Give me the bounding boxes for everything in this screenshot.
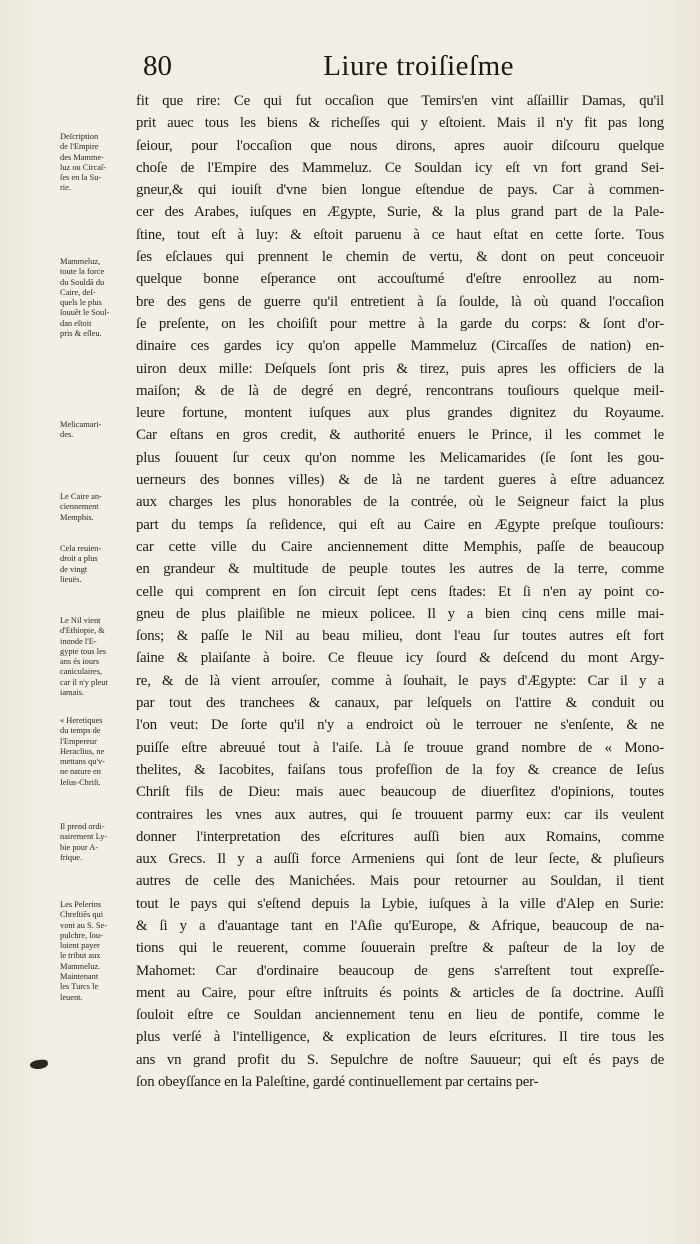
note-line: ſes en la Su- [60,173,102,183]
text-line: quelque bonne eſperance ont accouſtumé d'eſtre enroollez au nom- [136,271,664,288]
text-line: ſons; & paſſe le Nil au beau milieu, dont l'eau ſur toutes autres eſt fort [136,628,664,645]
note-line: pris & eſleu. [60,329,102,339]
text-line: cer des Arabes, iuſques en Ægypte, Surie, & la plus grand part de la Pale- [136,204,664,221]
margin-note [60,900,132,1003]
text-line: prit auec tous les biens & richeſſes qui y eſtoient. Mais il n'y fit pas long [136,115,664,132]
note-line: du Souldã du [60,277,105,287]
note-line: « Heretiques [60,716,103,725]
main-text-column [136,90,664,1093]
note-line: des Mamme- [60,152,104,162]
note-line: ciennement [60,502,99,512]
text-line: ſes eſclaues qui prennent le chemin de vertu, & dont on peut conceuoir [136,249,664,266]
note-line: toute la force [60,267,105,277]
text-line: donner l'interpretation des eſcritures auſſi bien aux Romains, comme [136,828,664,845]
note-line: le tribut aux [60,951,101,961]
text-line: leure fortune, montent iuſques aux plus grandes dignitez du Royaume. [136,405,664,422]
note-line: bie pour A- [60,842,99,852]
note-line: Mammeluz. [60,961,101,971]
margin-note [60,420,132,441]
margin-note [60,616,132,698]
note-line: ans és iours [60,657,100,667]
text-line: Chriſt fils de Dieu: mais auec beaucoup de diuerſitez d'opinions, toutes [136,784,664,801]
text-line: re, & de là vient arrouſer, comme à ſouhait, le pays d'Ægypte: Car il y a [136,672,664,689]
note-line: inonde l'E- [60,636,97,646]
note-line: iamais. [60,688,84,698]
note-line: frique. [60,852,83,862]
text-line: thelites, & Iacobites, faiſans tous profeſſion de la foy & creance de Ieſus [136,761,664,778]
text-line: puiſſe eſtre abreuué tout à l'aiſe. Là ſe trouue grand nombre de « Mono- [136,739,664,756]
text-line: dinaire ces gardes icy qu'on appelle Mammeluz (Circaſſes de nation) en- [136,338,664,355]
note-line: Caire, deſ- [60,287,96,297]
note-line: Cela reuien- [60,544,102,553]
text-line: ſouloit eſtre ce Souldan anciennement tenu en lieu de pontife, comme le [136,1007,664,1024]
text-line: part du temps ſa reſidence, qui eſt au Caire en Ægypte preſque touſiours: [136,516,664,533]
note-line: Les Pelerins [60,900,102,909]
note-line: ne nature en [60,767,101,777]
note-line: ſouuẽt le Soul- [60,308,110,318]
margin-notes [0,0,136,1244]
note-line: des. [60,430,74,440]
text-line: en grandeur & multitude de peuple toutes les autres de la terre, comme [136,561,664,578]
note-line: de vingt [60,564,88,574]
note-line: Melicamari- [60,420,102,429]
text-line: tions qui le reuerent, comme ſouuerain preſtre & paſteur de la loy de [136,940,664,957]
note-line: Le Nil vient [60,616,101,625]
note-line: Maintenant [60,972,99,982]
note-line: mettans qu'v- [60,757,106,767]
text-line: aux charges les plus honorables de la contrée, où le Seigneur faict la plus [136,494,664,511]
note-line: Mammeluz, [60,257,101,266]
text-line: par tout des tranchees & canaux, par leſquels on l'attire & conduit ou [136,695,664,712]
page-number: 80 [143,50,172,82]
note-line: nairement Ly- [60,832,108,842]
note-line: Il prend ordi- [60,822,105,831]
note-line: car il n'y pleut [60,677,108,687]
text-line: autres de celle des Manichées. Mais pour retourner au Souldan, il tient [136,873,664,890]
margin-note [60,544,132,585]
note-line: d'Ethiopie, & [60,626,105,636]
note-line: les Turcs le [60,982,99,992]
text-line: uiron deux mille: Deſquels ſont pris & tirez, puis apres les officiers de la [136,360,664,377]
text-line: ſeiour, pour l'occaſion que nous dirons, apres auoir diſcouru quelque [136,137,664,154]
margin-note [60,132,132,194]
text-line: fit que rire: Ce qui fut occaſion que Temirs'en vint aſſaillir Damas, qu'il [136,93,664,109]
running-title: Liure troiſieſme [323,50,514,82]
text-line: contraires les vnes aux autres, qui ſe trouuent parmy eux: car ils veulent [136,806,664,823]
note-line: quels le plus [60,298,102,308]
note-line: droit a plus [60,554,98,564]
text-line: l'on veut: De ſorte qu'il n'y a endroict où le terrouer ne s'enſente, & ne [136,717,664,734]
text-line: gneur,& qui iouiſt d'vne bien longue eſtendue de pays. Car à commen- [136,182,664,199]
text-line: ſtine, tout eſt à luy: & eſtoit paruenu à ce haut eſtat en cette ſorte. Tous [136,226,664,243]
note-line: Chreſtiẽs qui [60,910,104,920]
note-line: l'Empereur [60,736,97,746]
note-line: pulchre, ſou- [60,930,103,940]
margin-note [60,257,132,339]
text-line: plus verſé à l'intelligence, & explication de leurs eſcritures. Il tire tous les [136,1029,664,1046]
note-line: caniculaires, [60,667,103,677]
note-line: lieuës. [60,574,82,584]
text-line: bre des gens de guerre qu'il entretient à ſa ſoulde, là où quand l'occaſion [136,293,664,310]
text-line: plus ſouuent ſur ceux qu'on nomme les Melicamarides (ſe ſont les gou- [136,449,664,466]
text-line: Car eſtans en gros credit, & authorité enuers le Prince, il les commet le [136,427,664,444]
text-line: maiſon; & de là de degré en degré, rencontrans touſiours quelque meil- [136,382,664,399]
note-line: Le Caire an- [60,492,102,501]
note-line: Deſcription [60,132,99,141]
text-line: car cette ville du Caire anciennement ditte Memphis, paſſe de beaucoup [136,538,664,555]
text-line: ans vn grand profit du S. Sepulchre de noſtre Sauueur; qui eſt és pays de [136,1051,664,1068]
text-line: ment au Caire, pour eſtre inſtruits és points & articles de ſa doctrine. Auſſi [136,984,664,1001]
text-line: ſe preſente, on les choiſiſt pour mettre à la garde du corps: & ſont d'or- [136,315,664,332]
text-line: ſaine & plaiſante à boire. Ce fleuue icy ſourd & deſcend du mont Argy- [136,650,664,667]
note-line: loient payer [60,941,100,951]
text-line: Mahomet: Car d'ordinaire beaucoup de gens s'arreſtent tout expreſſe- [136,962,664,979]
margin-note [60,716,132,788]
text-line: & ſi y a d'auantage tant en l'Aſie qu'Europe, & Afrique, beaucoup de na- [136,917,664,934]
note-line: rie. [60,183,71,193]
text-line: aux Grecs. Il y a auſſi force Armeniens qui ſont de leur ſecte, & pluſieurs [136,851,664,868]
note-line: luz ou Circaſ- [60,162,107,172]
text-line: tout le pays qui s'eſtend depuis la Lybie, iuſques à la ville d'Alep en Surie: [136,895,664,912]
note-line: de l'Empire [60,142,99,152]
note-line: leuent. [60,992,83,1002]
note-line: dan eſtoit [60,318,92,328]
text-line: choſe de l'Empire des Mammeluz. Ce Souldan icy eſt vn fort grand Sei- [136,159,664,176]
text-line: uerneurs des bonnes villes) & de là ne tardent gueres à eſtre aduancez [136,472,664,489]
margin-note [60,492,132,523]
text-line: gneu de plus plaiſible ne mieux policee. Il y a bien cinq cens mille mai- [136,605,664,622]
note-line: gypte tous les [60,646,107,656]
text-line: celle qui comprent en ſon circuit ſept cens ſtades: Et ſi n'en ay point co- [136,583,664,600]
text-line: ſon obeyſſance en la Paleſtine, gardé continuellement par certains per- [136,1074,539,1091]
note-line: Heraclius, ne [60,746,105,756]
note-line: du temps de [60,726,101,736]
note-line: vont au S. Se- [60,920,107,930]
margin-note [60,822,132,863]
note-line: Memphis. [60,512,94,522]
note-line: Ieſus-Chriſt. [60,777,101,787]
